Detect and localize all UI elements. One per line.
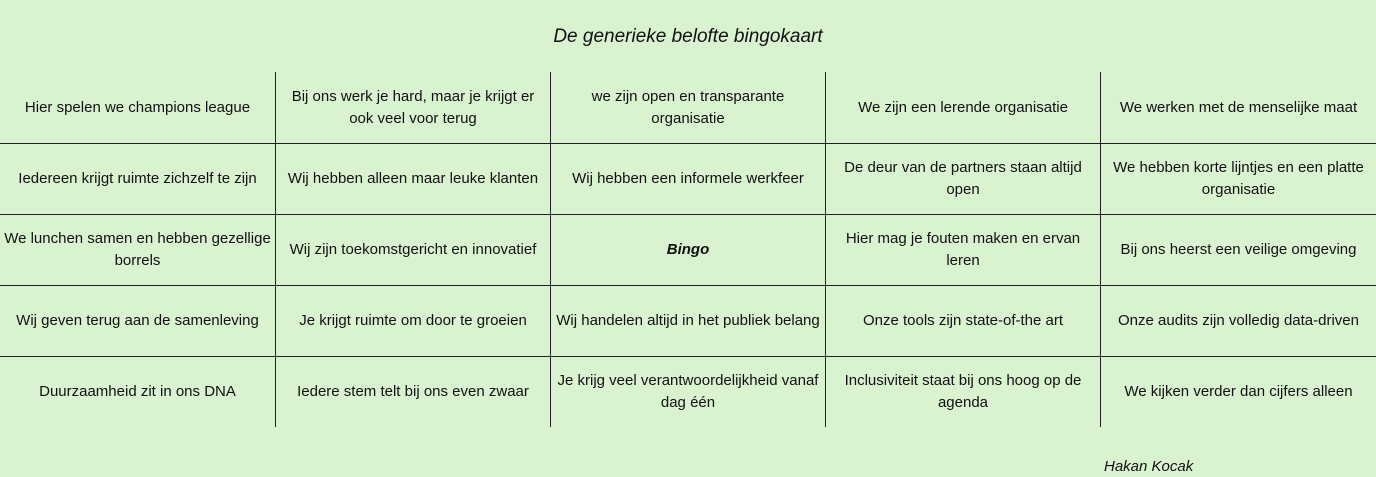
bingo-cell: We hebben korte lijntjes en een platte organisatie <box>1100 143 1376 214</box>
bingo-cell: Wij geven terug aan de samenleving <box>0 285 275 356</box>
bingo-cell: Wij handelen altijd in het publiek belang <box>550 285 825 356</box>
bingo-cell: We lunchen samen en hebben gezellige borrels <box>0 214 275 285</box>
bingo-cell: Je krijg veel verantwoordelijkheid vanaf dag één <box>550 356 825 427</box>
bingo-cell: Wij hebben alleen maar leuke klanten <box>275 143 550 214</box>
bingo-card <box>0 72 1376 428</box>
bingo-cell: Wij zijn toekomstgericht en innovatief <box>275 214 550 285</box>
bingo-cell: Onze tools zijn state-of-the art <box>825 285 1100 356</box>
page-title: De generieke belofte bingokaart <box>553 26 823 47</box>
bingo-cell: Iedereen krijgt ruimte zichzelf te zijn <box>0 143 275 214</box>
bingo-cell: Hier mag je fouten maken en ervan leren <box>825 214 1100 285</box>
bingo-cell: De deur van de partners staan altijd open <box>825 143 1100 214</box>
bingo-cell: We kijken verder dan cijfers alleen <box>1100 356 1376 427</box>
bingo-cell: Bij ons heerst een veilige omgeving <box>1100 214 1376 285</box>
bingo-cell: we zijn open en transparante organisatie <box>550 72 825 143</box>
bingo-cell: We zijn een lerende organisatie <box>825 72 1100 143</box>
bingo-cell: Onze audits zijn volledig data-driven <box>1100 285 1376 356</box>
bingo-cell: Bij ons werk je hard, maar je krijgt er ook veel voor terug <box>275 72 550 143</box>
bingo-center-cell: Bingo <box>550 214 825 285</box>
bingo-cell: Je krijgt ruimte om door te groeien <box>275 285 550 356</box>
author-signature: Hakan Kocak <box>1104 458 1194 475</box>
bingo-cell: Wij hebben een informele werkfeer <box>550 143 825 214</box>
bingo-cell: Duurzaamheid zit in ons DNA <box>0 356 275 427</box>
bingo-cell: Hier spelen we champions league <box>24 98 251 116</box>
bingo-cell: Iedere stem telt bij ons even zwaar <box>275 356 550 427</box>
bingo-cell: We werken met de menselijke maat <box>1100 72 1376 143</box>
bingo-cell: Inclusiviteit staat bij ons hoog op de agenda <box>825 356 1100 427</box>
